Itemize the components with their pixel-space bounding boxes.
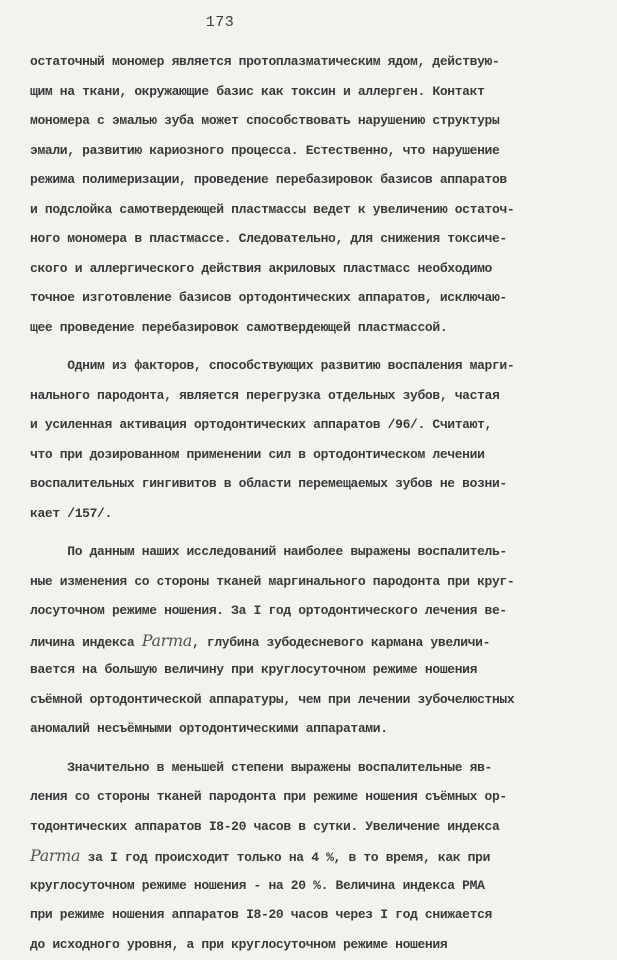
- text-line: тодонтических аппаратов I8-20 часов в сутки. Увеличение индекса: [30, 818, 500, 834]
- text-line: воспалительных гингивитов в области перемещаемых зубов не возни-: [30, 476, 507, 491]
- text-line: аномалий несъёмными ортодонтическими аппаратами.: [30, 721, 388, 736]
- page-number: 173: [205, 14, 235, 31]
- text-line: нального пародонта, является перегрузка отдельных зубов, частая: [30, 387, 500, 403]
- text-line: до исходного уровня, а при круглосуточном режиме ношения: [30, 936, 448, 952]
- text-line: мономера с эмалью зуба может способствовать нарушению структуры: [30, 113, 500, 128]
- text-line: ные изменения со стороны тканей маргинального пародонта при круг-: [30, 573, 515, 589]
- text-line: ного мономера в пластмассе. Следовательно, для снижения токсиче-: [30, 231, 507, 246]
- text-line: По данным наших исследований наиболее выражены воспалитель-: [30, 544, 507, 559]
- text-line: ского и аллергического действия акриловых пластмасс необходимо: [30, 260, 492, 276]
- text-line: щим на ткани, окружающие базис как токсин и аллерген. Контакт: [30, 83, 485, 99]
- text-run: личина индекса: [30, 634, 142, 650]
- paragraph-gap: [30, 342, 590, 351]
- text-line: вается на большую величину при круглосуточном режиме ношения: [30, 662, 478, 677]
- text-line: эмали, развитию кариозного процесса. Естественно, что нарушение: [30, 142, 500, 158]
- handwritten-word: Parma: [30, 846, 81, 865]
- text-line: при режиме ношения аппаратов I8-20 часов через I год снижается: [30, 907, 492, 922]
- body-text: [30, 47, 590, 959]
- text-line: круглосуточном режиме ношения - на 20 %. Величина индекса РМА: [30, 877, 485, 893]
- text-line: щее проведение перебазировок самотвердеющей пластмассой.: [30, 319, 448, 335]
- text-line: лосуточном режиме ношения. За I год ортодонтического лечения ве-: [30, 603, 507, 618]
- paragraph-gap: [30, 528, 590, 537]
- text-line: кает /157/.: [30, 505, 112, 521]
- text-line: и усиленная активация ортодонтических аппаратов /96/. Считают,: [30, 417, 492, 432]
- text-line: режима полимеризации, проведение перебазировок базисов аппаратов: [30, 172, 507, 187]
- text-line: что при дозированном применении сил в ортодонтическом лечении: [30, 446, 485, 462]
- text-run: за I год происходит только на 4 %, в то время, как при: [80, 850, 491, 865]
- text-line: Одним из факторов, способствующих развитию воспаления марги-: [30, 358, 515, 373]
- text-line: Значительно в меньшей степени выражены воспалительные яв-: [30, 759, 492, 775]
- text-line: съёмной ортодонтической аппаратуры, чем при лечении зубочелюстных: [30, 691, 515, 707]
- handwritten-word: Parma: [141, 630, 192, 650]
- text-line: ления со стороны тканей пародонта при режиме ношения съёмных ор-: [30, 789, 507, 804]
- text-line: и подслойка самотвердеющей пластмассы ведет к увеличению остаточ-: [30, 201, 515, 217]
- paragraph-gap: [30, 744, 590, 753]
- text-run: , глубина зубодесневого кармана увеличи-: [191, 634, 491, 650]
- text-line: остаточный мономер является протоплазматическим ядом, действую-: [30, 54, 500, 69]
- text-line: [30, 626, 590, 656]
- text-line: [30, 841, 590, 871]
- text-line: точное изготовление базисов ортодонтических аппаратов, исключаю-: [30, 290, 507, 305]
